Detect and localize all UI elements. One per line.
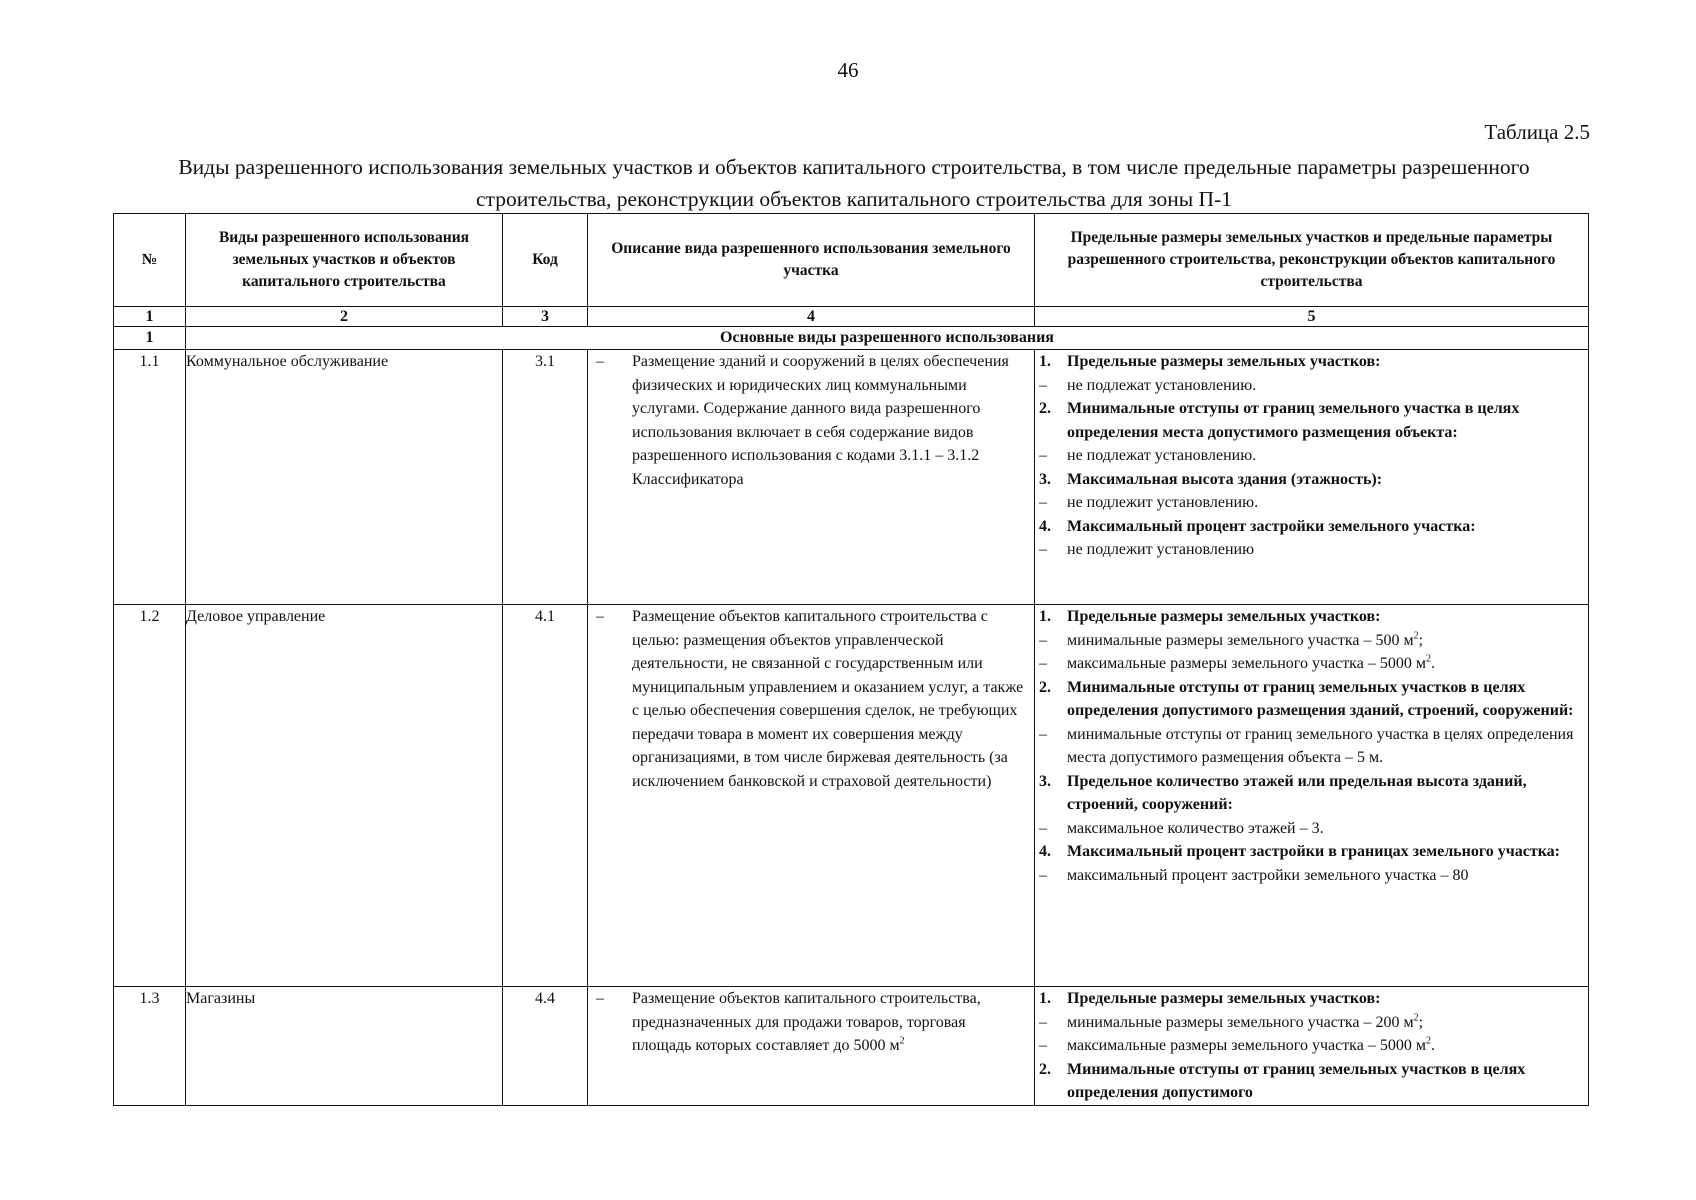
- zoning-table: [113, 213, 1589, 1106]
- param-item: – максимальный процент застройки земельного участка – 80: [1039, 866, 1469, 884]
- row-params: [1035, 987, 1589, 1106]
- desc-text: Размещение зданий и сооружений в целях обеспечения физических и юридических лиц коммунальными услугами. Содержание данного вида разрешенного использования включает в себя содержание видов разрешенного использования с кодами 3.1.1 – 3.1.2 Классификатора: [632, 353, 1009, 488]
- row-params: [1035, 605, 1589, 987]
- row-code: 4.4: [503, 987, 588, 1106]
- table-row: [114, 987, 1589, 1106]
- row-description: – Размещение объектов капитального строительства, предназначенных для продажи товаров, торговая площадь которых составляет до 5000 $м^2$: [588, 987, 1035, 1106]
- param-item: 1. Предельные размеры земельных участков:: [1039, 353, 1381, 370]
- section-number: 1: [114, 327, 186, 350]
- column-number-row: [114, 307, 1589, 327]
- column-number: 5: [1035, 307, 1589, 327]
- row-description: [588, 605, 1035, 987]
- param-item: 3. Максимальная высота здания (этажность):: [1039, 470, 1383, 488]
- param-item: 4. Максимальный процент застройки в границах земельного участка:: [1039, 843, 1560, 860]
- column-number: 2: [186, 307, 503, 327]
- desc-dash: –: [596, 353, 604, 370]
- param-item: 2. Минимальные отступы от границ земельного участка в целях определения места допустимого размещения объекта:: [1039, 400, 1520, 441]
- param-item: – не подлежит установлению: [1039, 541, 1255, 558]
- param-item: 3. Предельное количество этажей или предельная высота зданий, строений, сооружений:: [1039, 772, 1527, 813]
- table-title: Виды разрешенного использования земельных участков и объектов капитального строительства, в том числе предельные параметры разрешенного строительства, реконструкции объектов капитального строительства для зоны П-1: [178, 155, 1530, 211]
- param-item: – минимальные размеры земельного участка – 200 $м^2$;: [1039, 1012, 1424, 1031]
- section-title: Основные виды разрешенного использования: [186, 327, 1589, 350]
- param-item: – не подлежат установлению.: [1039, 447, 1257, 464]
- param-item: 2. Минимальные отступы от границ земельных участков в целях определения допустимого: [1039, 1060, 1526, 1101]
- row-params: [1035, 350, 1589, 605]
- row-code: 3.1: [503, 350, 588, 605]
- param-item: – максимальные размеры земельного участка – 5000 $м^2$.: [1039, 653, 1435, 672]
- param-item: 1. Предельные размеры земельных участков:: [1039, 608, 1381, 625]
- table-row: [114, 605, 1589, 987]
- column-number: 3: [503, 307, 588, 327]
- param-item: – не подлежит установлению.: [1039, 494, 1259, 511]
- row-code: 4.1: [503, 605, 588, 987]
- header-code: Код: [503, 214, 588, 307]
- row-number: 1.3: [114, 987, 186, 1106]
- param-item: 1. Предельные размеры земельных участков:: [1039, 990, 1381, 1007]
- section-row: [114, 327, 1589, 350]
- header-name: Виды разрешенного использования земельных участков и объектов капитального строительства: [186, 214, 503, 307]
- row-use-type: Коммунальное обслуживание: [186, 350, 503, 605]
- header-params: Предельные размеры земельных участков и предельные параметры разрешенного строительства, реконструкции объектов капитального строительства: [1035, 214, 1589, 307]
- desc-dash: –: [596, 990, 604, 1007]
- column-number: 1: [114, 307, 186, 327]
- param-item: – максимальные размеры земельного участка – 5000 $м^2$.: [1039, 1035, 1435, 1054]
- header-desc: Описание вида разрешенного использования земельного участка: [588, 214, 1035, 307]
- row-use-type: Деловое управление: [186, 605, 503, 987]
- param-item: 2. Минимальные отступы от границ земельных участков в целях определения допустимого размещения зданий, строений, сооружений:: [1039, 678, 1574, 719]
- desc-text: Размещение объектов капитального строительства, предназначенных для продажи товаров, торговая площадь которых составляет до 5000 м: [632, 990, 981, 1054]
- row-use-type: Магазины: [186, 987, 503, 1106]
- desc-text: Размещение объектов капитального строительства с целью: размещения объектов управленческой деятельности, не связанной с государственным или муниципальным управлением и оказанием услуг, а также с целью обеспечения совершения сделок, не требующих передачи товара в момент их совершения между организациями, в том числе биржевая деятельность (за исключением банковской и страховой деятельности): [632, 608, 1024, 790]
- table-row: [114, 350, 1589, 605]
- header-row: [114, 214, 1589, 307]
- param-item: – не подлежат установлению.: [1039, 376, 1257, 394]
- param-item: – минимальные отступы от границ земельного участка в целях определения места допустимого размещения объекта – 5 м.: [1039, 725, 1574, 766]
- header-num: №: [114, 214, 186, 307]
- row-description: [588, 350, 1035, 605]
- page-number: 46: [837, 58, 859, 82]
- param-item: – максимальное количество этажей – 3.: [1039, 819, 1324, 837]
- row-number: 1.1: [114, 350, 186, 605]
- param-item: – минимальные размеры земельного участка – 500 $м^2$;: [1039, 630, 1424, 649]
- row-number: 1.2: [114, 605, 186, 987]
- param-item: 4. Максимальный процент застройки земельного участка:: [1039, 517, 1476, 535]
- table-label: Таблица 2.5: [1484, 120, 1590, 144]
- column-number: 4: [588, 307, 1035, 327]
- desc-dash: –: [596, 608, 604, 625]
